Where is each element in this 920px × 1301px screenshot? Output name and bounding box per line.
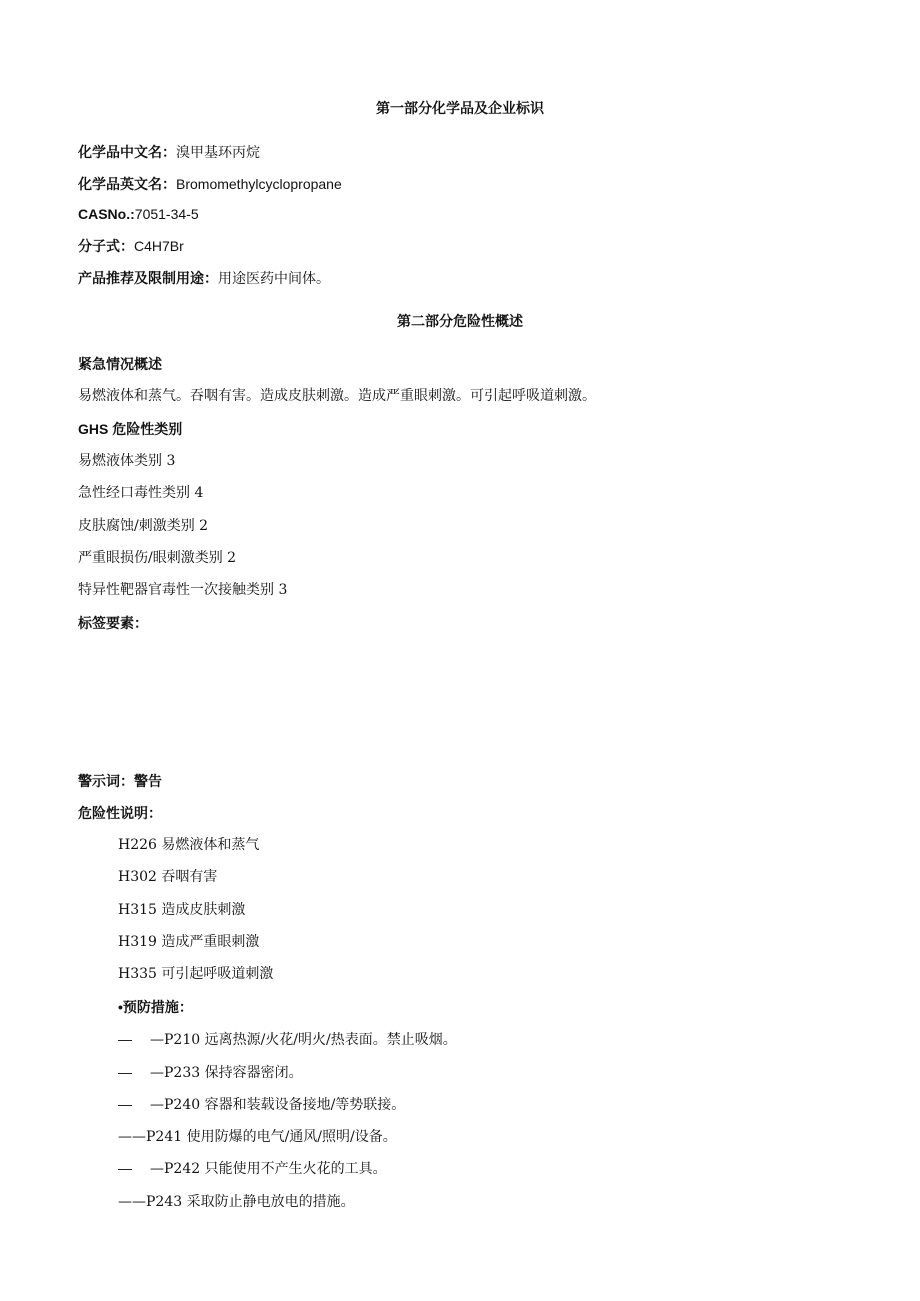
use-row (78, 268, 330, 289)
emergency-label: 紧急情况概述 (78, 356, 162, 372)
precaution-prefix: — (118, 1160, 132, 1176)
section2-heading: 第二部分危险性概述 (397, 313, 523, 329)
ghs-item: 易燃液体类别 3 (78, 453, 176, 469)
hazard-statement: H315 造成皮肤刺激 (118, 902, 246, 918)
precaution-prefix: — (118, 1064, 132, 1080)
signal-word-value: 警告 (134, 773, 162, 789)
precaution-text: —P233 保持容器密闭。 (150, 1065, 303, 1081)
precaution-prefix: — (118, 1031, 132, 1047)
signal-word-label: 警示词： (78, 773, 134, 789)
section1-heading: 第一部分化学品及企业标识 (376, 100, 544, 116)
emergency-text: 易燃液体和蒸气。吞咽有害。造成皮肤刺激。造成严重眼刺激。可引起呼吸道刺激。 (78, 388, 596, 404)
ghs-item: 特异性靶器官毒性一次接触类别 3 (78, 582, 288, 598)
precaution-item (118, 1126, 397, 1147)
formula-row (78, 236, 184, 257)
precautions-label: •预防措施： (118, 999, 193, 1015)
cn-name-value: 溴甲基环丙烷 (176, 145, 260, 161)
use-value: 用途医药中间体。 (218, 271, 330, 287)
precaution-text: —P210 远离热源/火花/明火/热表面。禁止吸烟。 (150, 1032, 457, 1048)
hazard-statement: H319 造成严重眼刺激 (118, 934, 260, 950)
en-name-row (78, 174, 342, 195)
ghs-item: 皮肤腐蚀/刺激类别 2 (78, 518, 209, 534)
en-name-value: Bromomethylcyclopropane (176, 176, 342, 192)
hazard-statement: H302 吞咽有害 (118, 869, 218, 885)
formula-label: 分子式： (78, 238, 134, 254)
precaution-text: —P240 容器和装载设备接地/等势联接。 (150, 1097, 406, 1113)
precaution-text: ——P241 使用防爆的电气/通风/照明/设备。 (118, 1129, 397, 1145)
ghs-label: GHS 危险性类别 (78, 421, 183, 437)
precaution-prefix: — (118, 1096, 132, 1112)
precaution-item (118, 1062, 303, 1083)
precaution-item (118, 1094, 405, 1115)
precaution-item (118, 1158, 387, 1179)
signal-word-row (78, 771, 162, 792)
cas-value: 7051-34-5 (134, 206, 199, 222)
use-label: 产品推荐及限制用途： (78, 270, 218, 286)
ghs-item: 严重眼损伤/眼刺激类别 2 (78, 550, 237, 566)
ghs-item: 急性经口毒性类别 4 (78, 485, 204, 501)
precaution-text: ——P243 采取防止静电放电的措施。 (118, 1194, 355, 1210)
hazard-statements-label: 危险性说明： (78, 805, 162, 821)
cas-row (78, 204, 199, 225)
precaution-text: —P242 只能使用不产生火花的工具。 (150, 1161, 387, 1177)
label-elements-label: 标签要素： (78, 615, 148, 631)
en-name-label: 化学品英文名： (78, 176, 176, 192)
cas-label: CASNo.: (78, 206, 135, 222)
hazard-statement: H335 可引起呼吸道刺激 (118, 966, 274, 982)
precaution-item (118, 1029, 457, 1050)
formula-value: C4H7Br (134, 238, 184, 254)
cn-name-label: 化学品中文名： (78, 144, 176, 160)
precaution-item (118, 1191, 355, 1212)
hazard-statement: H226 易燃液体和蒸气 (118, 837, 260, 853)
cn-name-row (78, 142, 260, 163)
